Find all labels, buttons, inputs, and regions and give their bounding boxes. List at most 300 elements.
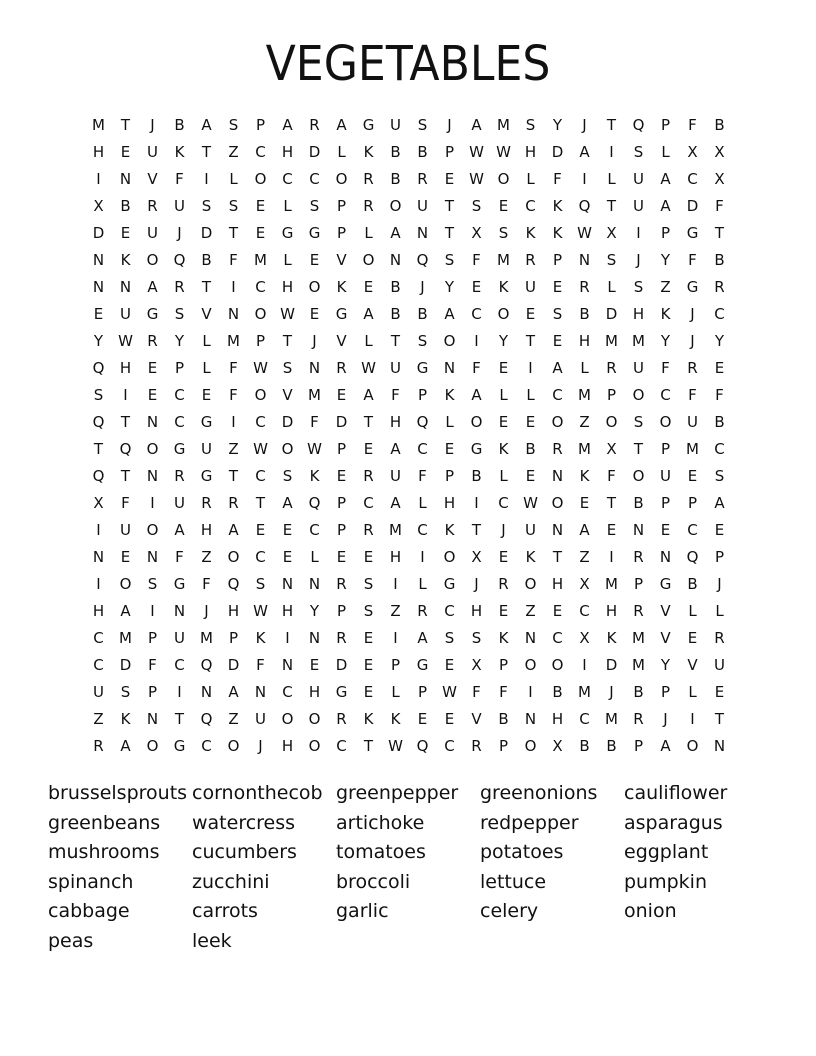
grid-letter: P [174, 359, 185, 377]
grid-letter: P [498, 737, 509, 755]
grid-letter: I [96, 575, 101, 593]
grid-letter: D [335, 413, 348, 431]
grid-letter: C [687, 521, 698, 539]
grid-letter: F [229, 359, 238, 377]
grid-letter: T [444, 224, 455, 242]
grid-letter: P [660, 116, 671, 134]
grid-letter: J [204, 602, 209, 620]
grid-letter: R [336, 710, 347, 728]
grid-letter: U [147, 224, 158, 242]
grid-letter: U [93, 683, 104, 701]
grid-letter: J [690, 305, 695, 323]
grid-letter: A [579, 521, 590, 539]
grid-letter: N [92, 548, 105, 566]
grid-letter: M [308, 386, 321, 404]
grid-letter: F [229, 386, 238, 404]
grid-letter: F [472, 683, 481, 701]
grid-letter: N [551, 467, 564, 485]
grid-letter: W [280, 305, 295, 323]
grid-letter: D [281, 413, 294, 431]
grid-row [85, 463, 735, 490]
grid-letter: I [528, 359, 533, 377]
grid-letter: M [632, 332, 645, 350]
grid-letter: C [174, 656, 185, 674]
grid-letter: H [281, 143, 294, 161]
grid-letter: P [660, 224, 671, 242]
grid-letter: N [524, 629, 537, 647]
grid-letter: W [523, 494, 538, 512]
grid-letter: A [282, 494, 293, 512]
grid-row [85, 517, 735, 544]
grid-letter: G [308, 224, 321, 242]
grid-row [85, 301, 735, 328]
grid-letter: E [336, 467, 347, 485]
grid-letter: R [633, 548, 644, 566]
grid-letter: E [525, 467, 536, 485]
grid-letter: X [714, 170, 725, 188]
grid-letter: L [337, 143, 346, 161]
grid-letter: O [119, 575, 132, 593]
grid-letter: J [474, 575, 479, 593]
grid-letter: U [633, 359, 644, 377]
grid-letter: F [472, 251, 481, 269]
grid-letter: S [444, 629, 455, 647]
grid-row [85, 112, 735, 139]
grid-letter: A [660, 170, 671, 188]
grid-letter: B [120, 197, 131, 215]
word-list-item: spinanch [48, 870, 134, 893]
grid-letter: M [632, 629, 645, 647]
grid-letter: K [579, 467, 590, 485]
grid-letter: S [471, 197, 482, 215]
grid-letter: Y [714, 332, 725, 350]
grid-letter: R [174, 278, 185, 296]
grid-letter: R [363, 521, 374, 539]
grid-letter: B [525, 440, 536, 458]
grid-letter: R [633, 710, 644, 728]
grid-letter: I [150, 494, 155, 512]
grid-letter: W [118, 332, 133, 350]
grid-letter: S [282, 467, 293, 485]
word-list-item: lettuce [480, 870, 547, 893]
grid-letter: Q [227, 575, 240, 593]
grid-letter: E [282, 521, 293, 539]
grid-letter: A [363, 386, 374, 404]
grid-letter: H [281, 278, 294, 296]
grid-row [85, 571, 735, 598]
grid-letter: C [255, 467, 266, 485]
grid-letter: H [524, 143, 537, 161]
grid-letter: E [660, 521, 671, 539]
word-list-item: celery [480, 900, 539, 922]
grid-letter: C [525, 197, 536, 215]
grid-letter: F [553, 170, 562, 188]
grid-letter: D [308, 143, 321, 161]
grid-letter: O [443, 548, 456, 566]
grid-letter: H [389, 548, 402, 566]
grid-letter: K [498, 278, 509, 296]
grid-letter: O [551, 494, 564, 512]
grid-letter: E [282, 548, 293, 566]
grid-letter: A [363, 305, 374, 323]
grid-letter: P [633, 737, 644, 755]
grid-letter: P [147, 683, 158, 701]
grid-letter: K [498, 629, 509, 647]
grid-letter: B [606, 737, 617, 755]
grid-letter: G [470, 440, 483, 458]
grid-letter: I [609, 548, 614, 566]
grid-letter: G [659, 575, 672, 593]
grid-letter: E [255, 224, 266, 242]
grid-letter: E [714, 683, 725, 701]
word-list-item: leek [192, 929, 232, 952]
grid-letter: X [606, 440, 617, 458]
grid-letter: E [309, 656, 320, 674]
grid-letter: P [336, 521, 347, 539]
grid-letter: L [526, 170, 535, 188]
grid-letter: I [96, 170, 101, 188]
grid-letter: K [174, 143, 185, 161]
grid-letter: K [363, 710, 374, 728]
grid-letter: M [578, 386, 591, 404]
grid-letter: Q [416, 413, 429, 431]
grid-letter: N [632, 521, 645, 539]
grid-letter: H [227, 602, 240, 620]
grid-letter: R [147, 332, 158, 350]
grid-letter: E [120, 143, 131, 161]
grid-letter: B [687, 575, 698, 593]
grid-letter: F [391, 386, 400, 404]
grid-letter: T [606, 116, 617, 134]
grid-letter: S [633, 143, 644, 161]
word-list-item: cabbage [48, 900, 130, 922]
grid-letter: E [498, 197, 509, 215]
grid-letter: U [417, 197, 428, 215]
grid-letter: A [390, 494, 401, 512]
grid-letter: Y [93, 332, 104, 350]
grid-letter: J [312, 332, 317, 350]
grid-letter: S [363, 575, 374, 593]
grid-letter: W [442, 683, 457, 701]
grid-letter: G [443, 575, 456, 593]
word-list-item: peas [48, 929, 94, 952]
grid-letter: U [390, 467, 401, 485]
grid-letter: J [582, 116, 587, 134]
grid-letter: C [417, 521, 428, 539]
grid-letter: U [174, 494, 185, 512]
grid-letter: C [363, 494, 374, 512]
grid-letter: S [417, 116, 428, 134]
grid-letter: Z [228, 710, 239, 728]
grid-letter: A [201, 116, 212, 134]
grid-letter: S [363, 602, 374, 620]
grid-letter: O [146, 737, 159, 755]
grid-letter: K [525, 548, 536, 566]
grid-letter: A [660, 197, 671, 215]
grid-letter: C [417, 440, 428, 458]
grid-letter: N [254, 683, 267, 701]
grid-letter: N [308, 359, 321, 377]
grid-letter: D [335, 656, 348, 674]
grid-letter: E [363, 548, 374, 566]
word-list-item: cornonthecob [192, 782, 323, 804]
grid-letter: F [715, 386, 724, 404]
grid-letter: D [227, 656, 240, 674]
grid-letter: T [363, 737, 374, 755]
grid-letter: U [390, 116, 401, 134]
grid-letter: E [255, 521, 266, 539]
grid-letter: N [389, 251, 402, 269]
grid-letter: H [92, 143, 105, 161]
grid-letter: C [93, 656, 104, 674]
grid-letter: H [389, 413, 402, 431]
grid-letter: L [607, 170, 616, 188]
grid-letter: T [228, 224, 239, 242]
grid-letter: D [200, 224, 213, 242]
grid-letter: X [93, 197, 104, 215]
grid-letter: E [444, 656, 455, 674]
grid-letter: U [201, 440, 212, 458]
word-list-item: artichoke [336, 811, 425, 834]
grid-letter: T [444, 197, 455, 215]
grid-letter: V [336, 251, 347, 269]
grid-letter: E [444, 440, 455, 458]
grid-letter: E [309, 251, 320, 269]
grid-letter: I [582, 656, 587, 674]
grid-letter: L [715, 602, 724, 620]
grid-letter: B [633, 494, 644, 512]
grid-letter: X [579, 629, 590, 647]
grid-letter: W [253, 602, 268, 620]
grid-row [85, 652, 735, 679]
word-list-item: tomatoes [336, 841, 426, 863]
grid-letter: E [687, 629, 698, 647]
grid-letter: U [525, 278, 536, 296]
grid-letter: X [471, 224, 482, 242]
grid-letter: N [200, 683, 213, 701]
grid-letter: W [469, 143, 484, 161]
grid-letter: C [471, 305, 482, 323]
grid-letter: K [363, 143, 374, 161]
grid-letter: E [498, 359, 509, 377]
grid-letter: B [633, 683, 644, 701]
grid-letter: O [146, 440, 159, 458]
grid-letter: H [92, 602, 105, 620]
grid-letter: Z [660, 278, 671, 296]
grid-letter: N [524, 710, 537, 728]
grid-letter: E [552, 278, 563, 296]
grid-letter: O [254, 386, 267, 404]
grid-letter: L [688, 683, 697, 701]
grid-letter: E [93, 305, 104, 323]
grid-letter: O [281, 710, 294, 728]
grid-letter: C [552, 629, 563, 647]
grid-letter: L [418, 575, 427, 593]
grid-letter: K [444, 521, 455, 539]
grid-letter: T [228, 467, 239, 485]
grid-letter: A [471, 116, 482, 134]
grid-letter: M [686, 440, 699, 458]
grid-letter: Q [119, 440, 132, 458]
grid-letter: N [146, 548, 159, 566]
grid-letter: Z [525, 602, 536, 620]
grid-letter: A [147, 278, 158, 296]
grid-letter: R [201, 494, 212, 512]
grid-letter: N [281, 656, 294, 674]
grid-letter: P [336, 602, 347, 620]
grid-letter: Y [498, 332, 509, 350]
grid-letter: R [309, 116, 320, 134]
grid-letter: S [309, 197, 320, 215]
word-list-item: brusselsprouts [48, 782, 188, 804]
grid-letter: U [390, 359, 401, 377]
grid-letter: O [497, 305, 510, 323]
grid-letter: U [255, 710, 266, 728]
grid-letter: E [714, 359, 725, 377]
grid-letter: O [362, 251, 375, 269]
grid-letter: T [525, 332, 536, 350]
word-list-item: broccoli [336, 870, 411, 893]
grid-letter: C [660, 386, 671, 404]
grid-letter: N [92, 251, 105, 269]
grid-row [85, 625, 735, 652]
grid-letter: F [148, 656, 157, 674]
grid-letter: L [202, 359, 211, 377]
grid-letter: Q [200, 710, 213, 728]
grid-letter: R [228, 494, 239, 512]
grid-letter: E [444, 170, 455, 188]
grid-letter: I [474, 494, 479, 512]
grid-letter: N [119, 170, 132, 188]
grid-letter: T [714, 710, 725, 728]
grid-row [85, 139, 735, 166]
grid-letter: N [416, 224, 429, 242]
grid-letter: G [416, 656, 429, 674]
grid-letter: N [281, 575, 294, 593]
grid-row [85, 544, 735, 571]
grid-letter: M [389, 521, 402, 539]
grid-letter: E [147, 386, 158, 404]
grid-letter: C [255, 278, 266, 296]
grid-letter: C [444, 602, 455, 620]
grid-letter: F [202, 575, 211, 593]
grid-letter: C [255, 548, 266, 566]
grid-letter: L [229, 170, 238, 188]
word-list-item: garlic [336, 900, 389, 922]
grid-letter: X [93, 494, 104, 512]
grid-letter: Q [416, 251, 429, 269]
grid-letter: O [605, 413, 618, 431]
grid-letter: U [687, 413, 698, 431]
grid-row [85, 166, 735, 193]
grid-letter: K [444, 386, 455, 404]
grid-letter: M [92, 116, 105, 134]
grid-letter: C [336, 737, 347, 755]
word-list-item: greenbeans [48, 811, 161, 834]
grid-letter: M [605, 710, 618, 728]
grid-letter: E [498, 602, 509, 620]
grid-letter: T [93, 440, 104, 458]
grid-letter: M [605, 575, 618, 593]
grid-letter: E [525, 305, 536, 323]
grid-letter: O [227, 548, 240, 566]
grid-letter: A [444, 305, 455, 323]
grid-letter: C [714, 305, 725, 323]
grid-row [85, 733, 735, 760]
grid-letter: K [390, 710, 401, 728]
grid-letter: F [715, 197, 724, 215]
grid-letter: O [524, 656, 537, 674]
grid-letter: Q [92, 413, 105, 431]
grid-letter: G [146, 305, 159, 323]
grid-letter: T [606, 197, 617, 215]
grid-letter: W [361, 359, 376, 377]
grid-letter: O [632, 467, 645, 485]
grid-letter: P [444, 143, 455, 161]
grid-letter: H [281, 737, 294, 755]
grid-letter: I [636, 224, 641, 242]
grid-letter: B [714, 251, 725, 269]
grid-letter: U [174, 629, 185, 647]
grid-letter: H [443, 494, 456, 512]
grid-letter: J [177, 224, 182, 242]
grid-letter: L [310, 548, 319, 566]
grid-letter: V [471, 710, 482, 728]
grid-letter: J [609, 683, 614, 701]
grid-letter: R [363, 467, 374, 485]
grid-letter: O [524, 575, 537, 593]
grid-letter: G [335, 305, 348, 323]
grid-letter: O [443, 332, 456, 350]
grid-letter: J [150, 116, 155, 134]
grid-letter: G [200, 467, 213, 485]
page-title: VEGETABLES [265, 36, 551, 92]
grid-letter: S [255, 575, 266, 593]
grid-letter: T [201, 278, 212, 296]
grid-letter: P [336, 494, 347, 512]
grid-letter: U [120, 305, 131, 323]
grid-letter: X [579, 575, 590, 593]
grid-letter: X [471, 656, 482, 674]
grid-letter: P [336, 440, 347, 458]
grid-letter: K [309, 467, 320, 485]
grid-letter: H [470, 602, 483, 620]
grid-letter: W [307, 440, 322, 458]
grid-letter: J [501, 521, 506, 539]
grid-letter: F [175, 170, 184, 188]
grid-letter: Z [579, 548, 590, 566]
word-list-item: eggplant [624, 841, 709, 863]
grid-letter: E [363, 629, 374, 647]
grid-letter: E [552, 602, 563, 620]
grid-letter: O [551, 656, 564, 674]
grid-letter: I [96, 521, 101, 539]
grid-letter: A [120, 602, 131, 620]
grid-letter: S [201, 197, 212, 215]
grid-letter: P [444, 467, 455, 485]
grid-letter: S [633, 278, 644, 296]
grid-letter: B [552, 683, 563, 701]
grid-letter: W [253, 359, 268, 377]
grid-letter: S [525, 116, 536, 134]
grid-letter: H [551, 575, 564, 593]
grid-letter: P [228, 629, 239, 647]
grid-letter: P [336, 224, 347, 242]
grid-letter: G [173, 440, 186, 458]
grid-letter: I [528, 683, 533, 701]
grid-letter: O [254, 305, 267, 323]
grid-letter: K [525, 224, 536, 242]
